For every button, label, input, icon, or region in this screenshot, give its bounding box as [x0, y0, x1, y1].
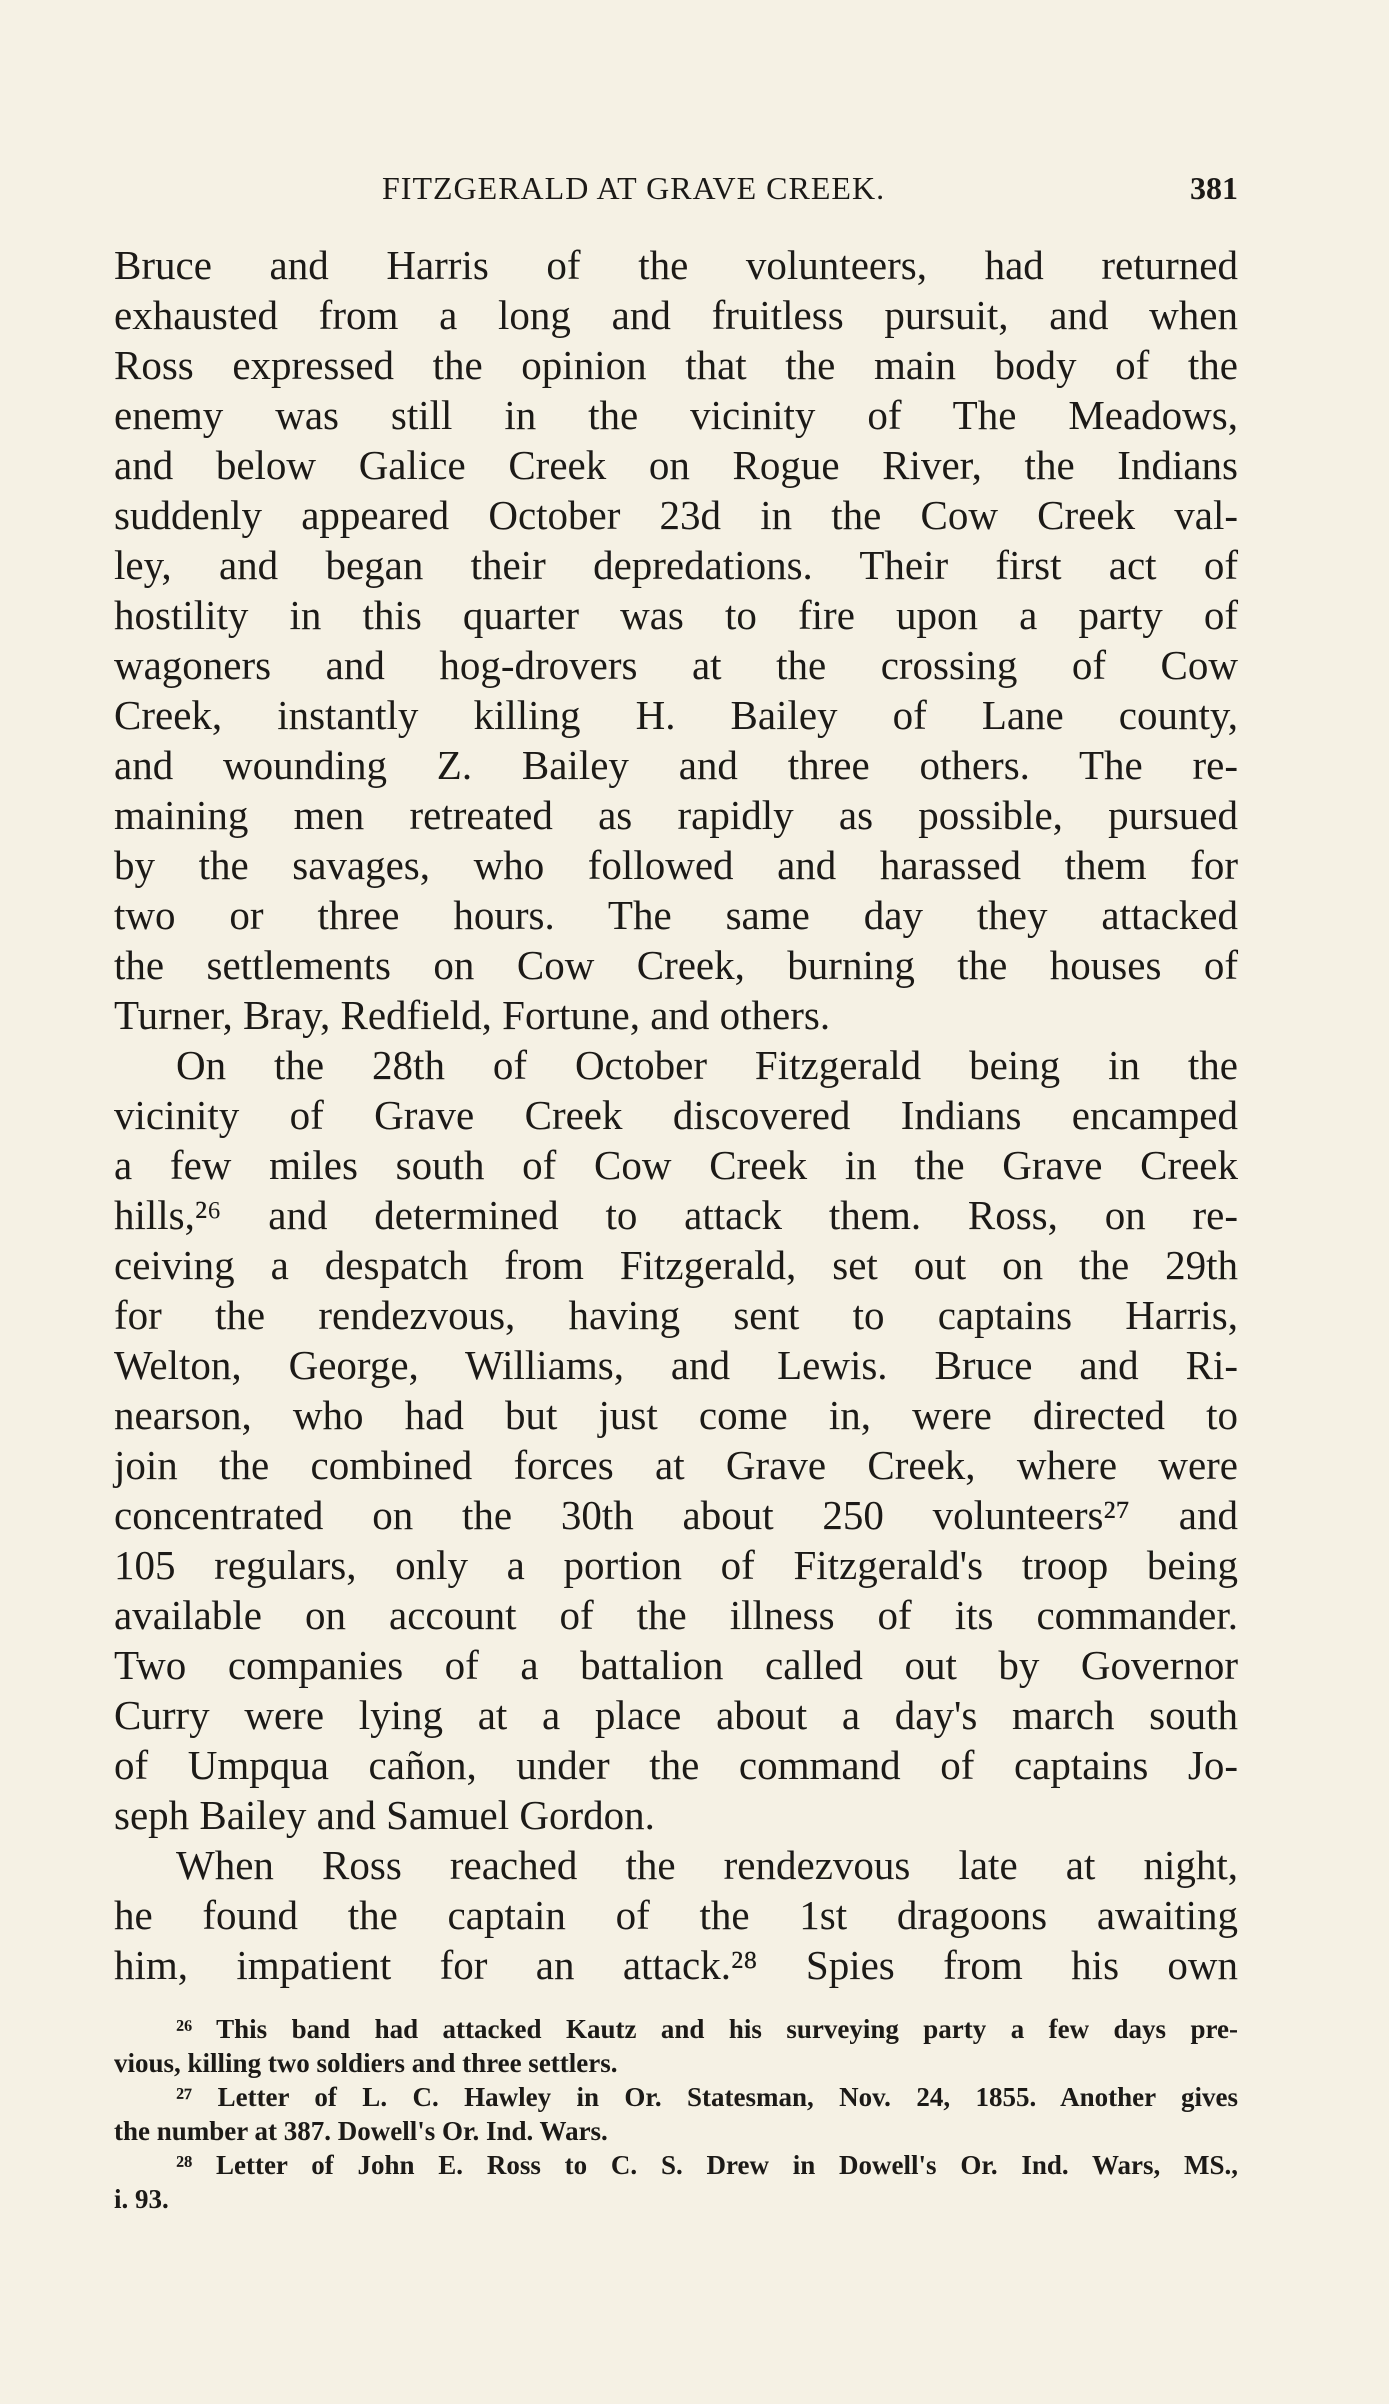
body-line: Creek, instantly killing H. Bailey of Lane county,: [114, 692, 1238, 738]
footnote-line: ²⁶ This band had attacked Kautz and his surveying party a few days pre-: [176, 2014, 1238, 2044]
footnote-line: the number at 387. Dowell's Or. Ind. Wars.: [114, 2116, 608, 2146]
body-line: the settlements on Cow Creek, burning the houses of: [114, 942, 1238, 988]
body-line: he found the captain of the 1st dragoons awaiting: [114, 1892, 1238, 1938]
footnote-line: ²⁷ Letter of L. C. Hawley in Or. Statesman, Nov. 24, 1855. Another gives: [176, 2082, 1238, 2112]
running-title: FITZGERALD AT GRAVE CREEK.: [382, 170, 886, 206]
body-line: maining men retreated as rapidly as possible, pursued: [114, 792, 1238, 838]
body-line: exhausted from a long and fruitless pursuit, and when: [114, 292, 1238, 338]
body-line: Welton, George, Williams, and Lewis. Bruce and Ri-: [114, 1342, 1238, 1388]
footnote-line: vious, killing two soldiers and three settlers.: [114, 2048, 618, 2078]
body-line: for the rendezvous, having sent to captains Harris,: [114, 1292, 1238, 1338]
footnotes: [114, 2012, 1238, 2216]
body-text: [114, 240, 1238, 1990]
body-line: wagoners and hog-drovers at the crossing of Cow: [114, 642, 1238, 688]
body-line: Bruce and Harris of the volunteers, had returned: [114, 242, 1238, 288]
body-line: concentrated on the 30th about 250 volunteers²⁷ and: [114, 1492, 1238, 1538]
body-line: available on account of the illness of its commander.: [114, 1592, 1238, 1638]
body-line: Turner, Bray, Redfield, Fortune, and others.: [114, 992, 831, 1038]
body-line: him, impatient for an attack.²⁸ Spies from his own: [114, 1942, 1238, 1988]
body-line: and wounding Z. Bailey and three others. The re-: [114, 742, 1238, 788]
body-line: enemy was still in the vicinity of The Meadows,: [114, 392, 1238, 438]
body-line: Curry were lying at a place about a day's march south: [114, 1692, 1238, 1738]
body-line: nearson, who had but just come in, were directed to: [114, 1392, 1238, 1438]
body-line: Ross expressed the opinion that the main body of the: [114, 342, 1238, 388]
body-line: 105 regulars, only a portion of Fitzgerald's troop being: [114, 1542, 1238, 1588]
footnote-line: ²⁸ Letter of John E. Ross to C. S. Drew in Dowell's Or. Ind. Wars, MS.,: [176, 2150, 1238, 2180]
body-line: vicinity of Grave Creek discovered Indians encamped: [114, 1092, 1238, 1138]
body-line: of Umpqua cañon, under the command of captains Jo-: [114, 1742, 1238, 1788]
body-line: suddenly appeared October 23d in the Cow Creek val-: [114, 492, 1238, 538]
running-head: [114, 170, 1238, 220]
body-line: On the 28th of October Fitzgerald being in the: [176, 1042, 1238, 1088]
body-line: seph Bailey and Samuel Gordon.: [114, 1792, 655, 1838]
book-page: [114, 0, 1238, 2404]
page-number: 381: [1190, 170, 1238, 206]
footnote-line: i. 93.: [114, 2184, 169, 2214]
body-line: a few miles south of Cow Creek in the Grave Creek: [114, 1142, 1238, 1188]
body-line: When Ross reached the rendezvous late at night,: [176, 1842, 1238, 1888]
body-line: Two companies of a battalion called out by Governor: [114, 1642, 1238, 1688]
body-line: ceiving a despatch from Fitzgerald, set out on the 29th: [114, 1242, 1238, 1288]
body-line: hostility in this quarter was to fire upon a party of: [114, 592, 1238, 638]
body-line: join the combined forces at Grave Creek, where were: [114, 1442, 1238, 1488]
body-line: hills,²⁶ and determined to attack them. Ross, on re-: [114, 1192, 1238, 1238]
body-line: two or three hours. The same day they attacked: [114, 892, 1238, 938]
body-line: by the savages, who followed and harassed them for: [114, 842, 1238, 888]
body-line: ley, and began their depredations. Their first act of: [114, 542, 1238, 588]
body-line: and below Galice Creek on Rogue River, the Indians: [114, 442, 1238, 488]
